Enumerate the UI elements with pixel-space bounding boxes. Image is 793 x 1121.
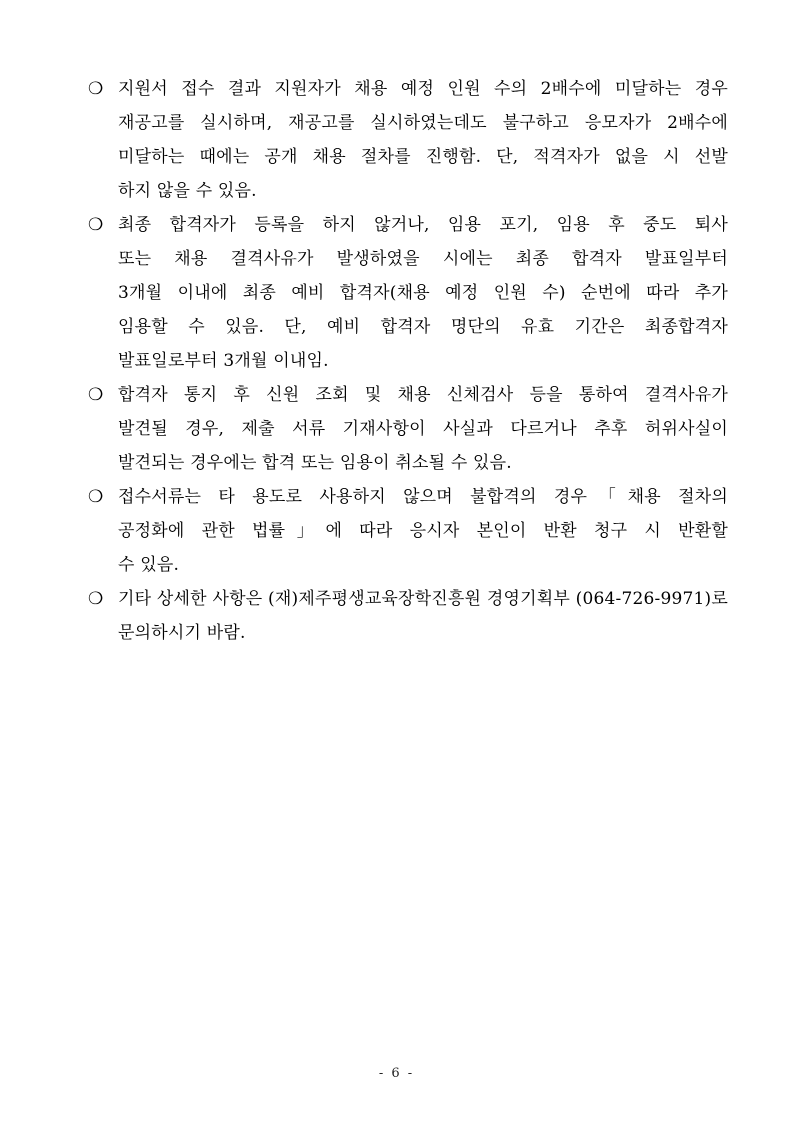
notice-line: 3개월 이내에 최종 예비 합격자(채용 예정 인원 수) 순번에 따라 추가 — [118, 283, 728, 303]
notice-line: 임용할 수 있음. 단, 예비 합격자 명단의 유효 기간은 최종합격자 — [118, 317, 728, 337]
notice-line: 합격자 통지 후 신원 조회 및 채용 신체검사 등을 통하여 결격사유가 — [118, 385, 728, 405]
notice-line: 접수서류는 타 용도로 사용하지 않으며 불합격의 경우「채용 절차의 — [118, 487, 728, 507]
circle-bullet-icon: ❍ — [88, 487, 104, 507]
circle-bullet-icon: ❍ — [88, 215, 104, 235]
notice-line: 최종 합격자가 등록을 하지 않거나, 임용 포기, 임용 후 중도 퇴사 — [118, 215, 728, 235]
circle-bullet-icon: ❍ — [88, 385, 104, 405]
notice-text — [118, 72, 728, 208]
circle-bullet-icon: ❍ — [88, 589, 104, 609]
notice-item-document-return — [88, 480, 728, 582]
notice-line: 발표일로부터 3개월 이내임. — [118, 351, 329, 371]
notice-text — [118, 480, 728, 582]
notice-item-contact — [88, 582, 728, 650]
notice-item-reserve-candidates — [88, 208, 728, 378]
notice-item-background-check — [88, 378, 728, 480]
page-number: - 6 - — [378, 1066, 415, 1081]
notice-line: 미달하는 때에는 공개 채용 절차를 진행함. 단, 적격자가 없을 시 선발 — [118, 147, 728, 167]
notice-line: 지원서 접수 결과 지원자가 채용 예정 인원 수의 2배수에 미달하는 경우 — [118, 79, 728, 99]
notice-line: 기타 상세한 사항은 (재)제주평생교육장학진흥원 경영기획부 (064-726-9971)로 — [118, 589, 728, 609]
notice-text — [118, 582, 728, 650]
notice-text — [118, 378, 728, 480]
notice-list — [88, 72, 728, 650]
notice-line: 문의하시기 바람. — [118, 623, 246, 643]
notice-line: 또는 채용 결격사유가 발생하였을 시에는 최종 합격자 발표일부터 — [118, 249, 728, 269]
notice-line: 발견되는 경우에는 합격 또는 임용이 취소될 수 있음. — [118, 453, 512, 473]
notice-item-application-shortfall — [88, 72, 728, 208]
notice-text — [118, 208, 728, 378]
notice-line: 하지 않을 수 있음. — [118, 181, 257, 201]
notice-line: 발견될 경우, 제출 서류 기재사항이 사실과 다르거나 추후 허위사실이 — [118, 419, 728, 439]
notice-line: 공정화에 관한 법률」에 따라 응시자 본인이 반환 청구 시 반환할 — [118, 521, 728, 541]
circle-bullet-icon: ❍ — [88, 79, 104, 99]
notice-line: 수 있음. — [118, 555, 180, 575]
notice-line: 재공고를 실시하며, 재공고를 실시하였는데도 불구하고 응모자가 2배수에 — [118, 113, 728, 133]
